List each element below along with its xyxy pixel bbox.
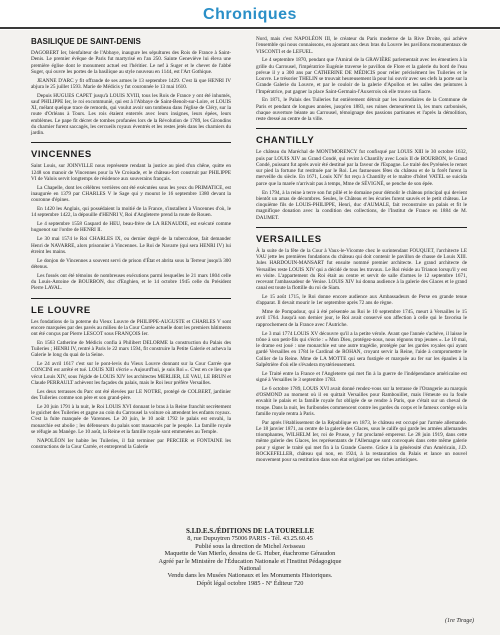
paragraph: Le Traité entre la France et l'Angleterre qui met fin à la guerre de l'indépendance américaine est signé à Versailles le 3 septembre 1783. xyxy=(256,370,467,383)
paragraph: En 1420 les Anglais, qui possédaient la moitié de la France, s'installent à Vincennes d'où, le 14 septembre 1422, la dépouille d'HENRI V, Roi d'Angleterre prend la route de Rouen. xyxy=(31,206,231,219)
publisher-name: S.I.D.E.S./ÉDITIONS DE LA TOURELLE xyxy=(185,527,315,535)
left-column xyxy=(31,36,231,453)
paragraph: Le 4 septembre 1558 Gaspard de HEU, beau-frère de LA RENAUDIE, est exécuté comme huguenot sur l'ordre de HENRI II. xyxy=(31,221,231,234)
paragraph: Le 15 août 1715, le Roi donne encore audience aux Ambassadeurs de Perse en grande tenue d'apparat. Il devait mourir le 1er septembre après 72 ans de règne. xyxy=(256,294,467,307)
section-divider xyxy=(31,142,231,143)
publisher-credits: Maquette de Van Mierlo, dessins de G. Huber, étachrome Géraudon xyxy=(164,550,336,558)
paragraph: Les fondations de la poterne du Vieux Louvre de PHILIPPE-AUGUSTE et CHARLES V sont encore marquées par des pavés au milieu de la Cour Carrée actuelle dont les premiers bâtiments ont été conçus par Pierre LESCOT sous FRANÇOIS Ier. xyxy=(31,318,231,337)
paragraph: À la suite de la fête de la Cour à Vaux-le-Vicomte chez le surintendant FOUQUET, l'architecte LE VAU jette les premières fondations du château qui doit contenir le pavillon de chasse de Louis XIII. Jules HARDOUIN-MANSART fut ensuite nommé premier architecte. Le grand architecte de Versailles reste LOUIS XIV qui a décidé de tous les travaux. Le Roi réside au Trianon lorsqu'il y est en visite. L'appartement du Roi était au centre et servit de salle d'armes le 12 septembre 1671, recevant l'ambassadeur de Venise. LOUIS XIV lui donna audience à la galerie des Glaces et le grand canal est toute la flottille du roi de Siam. xyxy=(256,247,467,292)
publisher-imprint xyxy=(150,528,350,587)
paragraph: DAGOBERT Ier, bienfaiteur de l'Abbaye, inaugure les sépultures des Rois de France à Saint-Denis. Le premier évêque de Paris fut martyrisé en l'an 250. Sainte Geneviève lui éleva une première église dont le monument actuel est l'héritier. Le nef à Suger et le chevet de l'abbé Suger, qui ouvre les portes de la basilique au style nouveau en 1144, est l'Art Gothique. xyxy=(31,50,231,75)
print-run-note: (1re Tirage) xyxy=(445,618,474,624)
publisher-address: 8, rue Dupuytren 75006 PARIS - Tél. 43.25.60.45 xyxy=(187,535,313,543)
paragraph: Par après l'établissement de la République en 1873, le château est occupé par l'armée allemande. Le 18 janvier 1871, au centre de la galerie des Glaces, sous le calife qui garde les armées allemandes triomphantes, WILHELM Ier, roi de Prusse, y fut proclamé empereur. Le 28 juin 1919, dans cette même galerie des Glaces, les représentants de l'Allemagne sont convoqués dans cette même galerie pour y signer le traité qui met fin à la Grande Guerre. Grâce à la générosité d'un Américain, J.D. ROCKEFELLER, château qui non, en 1924, à la restauration du Palais et lance un nouvel mouvement pour sa restitution dans son état originel par ses riches artistiques. xyxy=(256,419,467,464)
paragraph: NAPOLÉON Ier habite les Tuileries, il fait terminer par PERCIER et FONTAINE les constructions de la Cour Carrée, et entreprend la Galerie xyxy=(31,437,231,450)
paragraph: Le donjon de Vincennes a souvent servi de prison d'État et abrita sous la Terreur jusqu'à 300 détenus. xyxy=(31,257,231,270)
page-title: Chroniques xyxy=(203,6,297,23)
publisher-sales: Vendu dans les Musées Nationaux et les Monuments Historiques. xyxy=(167,572,333,580)
publisher-direction: Publié sous la direction de Michel Avisseau xyxy=(195,542,305,550)
paragraph: Depuis HUGUES CAPET jusqu'à LOUIS XVIII, tous les Rois de France y ont été inhumés, sauf PHILIPPE Ier, le roi excommunié, qui est à l'Abbaye de Saint-Benoît-sur-Loire, et LOUIS XI, mélant quelque trace de remords, qui voulut avoir son tombeau dans l'église de Cléry, sur la route d'Orléans à Tours. Les rois étaient enterrés avec leurs insignes, leurs épées, leurs emblèmes. Le pape fit décret de tombes profanées lors de la Révolution de 1789, les Girondins du charnier furent saccagés, les cercueils royaux éventrés et les restes jetés dans les charniers du jardin. xyxy=(31,92,231,137)
paragraph: Le 6 octobre 1789, LOUIS XVI avait donné rendez-vous sur la terrasse de l'Orangerie au marquis d'OSMOND au moment où il en quittait Versailles pour Rambouillet, mais l'émeute ou la foule envahit le palais et la famille royale fut obligée de se rendre à Paris, que c'était sur un cheval de troupe. Dans la nuit, les furibondes commencent contre les gardes du corps et le fameux cortège où la famille royale rentra à Paris. xyxy=(256,385,467,417)
paragraph: Les fossés ont été témoins de nombreuses exécutions parmi lesquelles le 21 mars 1804 celle du Louis-Antoine de BOURBON, duc d'Enghien, et le 14 octobre 1945 celle du Président Pierre LAVAL. xyxy=(31,272,231,292)
paragraph: Le château du Maréchal de MONTMORENCY fut confisqué par LOUIS XIII le 30 octobre 1632, puis par LOUIS XIV au Grand Condé, qui revint à Chantilly avec Louis II de BOURBON, le Grand Condé, puissant fut après avoir été destitué par la faveur de l'Espagne. Le traité des Pyrénées le remet sur pied la fortune fut restituée par le Roi. Les fastueuses fêtes du château et de la forêt furent la merveille du siècle. En 1671, Louis XIV fut reçu à Chantilly et le maître d'hôtel VATEL se suicida parce que la marée n'arrivait pas à temps, Mme de SÉVIGNÉ, se penche de son épée. xyxy=(256,149,467,187)
paragraph: Saint Louis, sur JOINVILLE nous représente rendant la justice au pied d'un chêne, quitte en 1248 son manoir de Vincennes pour la Ve Croisade, et le château-fort construit par PHILIPPE VI de Valois servit longtemps de résidence aux souverains français. xyxy=(31,163,231,182)
section-title-vincennes: VINCENNES xyxy=(31,149,92,161)
section-title-chantilly: CHANTILLY xyxy=(256,135,315,147)
section-divider xyxy=(256,128,467,129)
paragraph: Le 20 juin 1791 à la nuit, le Roi LOUIS XVI donnant le bras à la Reine franchit secrètement le guichet des Tuileries et gagne au coin du Carrousel la voiture où attendent les enfants royaux. C'est la fuite manquée de Varennes. Le 20 juin, le 10 août 1792 le palais est envahi, la monarchie est abolie ; les défenseurs du palais sont massacrés par le peuple. La famille royale se réfugie au Manège. Le 10 août, la Reine et la famille royale sont emmenées au Temple. xyxy=(31,403,231,435)
paragraph: Le 4 septembre 1870, pendant que l'Amiral de la GRAVIÈRE parlementait avec les émeutiers à la grille du Carrousel, l'impératrice Eugénie traverse le pavillon de Flore et la galerie du bord de l'eau prévue il y a 300 ans par CATHERINE DE MÉDICIS pour relier précisément les Tuileries et le Louvre. Le trésorier THELIN se trouvait heureusement là pour lui ouvrir avec ses clefs la porte sur la Grande Galerie du Louvre, et par le couloir de la galerie d'Apollon et les salles des peintures à l'Impératrice, put gagner la place Saint-Germain-l'Auxerrois où elle trouve un fiacre. xyxy=(256,57,467,95)
paragraph: En 1563 Catherine de Médicis confia à Philibert DELORME la construction du Palais des Tuileries ; HENRI IV, rentré à Paris le 22 mars 1594, fit construire la Petite Galerie et acheva la Galerie le long du quai de la Seine. xyxy=(31,339,231,359)
publisher-legal-deposit: Dépôt légal octobre 1985 - Nº Éditeur 720 xyxy=(196,579,304,587)
section-divider xyxy=(31,298,231,299)
section-title-versailles: VERSAILLES xyxy=(256,233,322,245)
paragraph: En 1794, à la reine à terre son fut pillé et le domaine pour démolir le château principal qui devient bientôt un amas de décombres. Seules, le Château et les écuries furent sauvés et le petit château. Le cinquième fils de LOUIS-PHILIPPE, Henri, duc d'AUMALE, fait reconstruire un palais et fit le magnifique donation avec la condition des collections, de l'Institut de France en 1884 de M. DAUMET. xyxy=(256,189,467,221)
right-column xyxy=(256,36,467,466)
header-band xyxy=(0,0,500,30)
header-rule xyxy=(0,27,500,29)
paragraph: JEANNE D'ARC y fit offrande de ses armes le 13 septembre 1429. C'est là que HENRI IV abjura le 25 juillet 1593. Marie de Médicis y fut couronnée le 13 mai 1610. xyxy=(31,77,231,90)
paragraph: Le 30 mai 1574 le Roi CHARLES IX, ou dernier degré de la tuberculose, fait demander Henri de NAVARRE, alors prisonnier à Vincennes. Le Roi de Navarre (qui sera HENRI IV) lui étreint les mains. xyxy=(31,236,231,255)
section-title-saint-denis: BASILIQUE DE SAINT-DENIS xyxy=(31,37,141,46)
paragraph: Le 3 mai 1774 LOUIS XV découvre qu'il a la petite vérole. Avant que l'année s'achève, il laisse le trône à son petit-fils qui s'écrie : « Mon Dieu, protégez-nous, nous régnons trop jeunes ». Le 10 mai, le drame est joué : une monarchie est une autre tragédie, protégée par les gardes royales qui ayant gardé Versailles en 1784 le Cardinal de ROHAN, croyant servir la Reine, l'aide à compromettre le Collier de la Reine. Mme de LA MOTTE qui sera fustigée et marquée au fer sur les épaules à la Salpêtrière d'où elle s'évadera mystérieusement. xyxy=(256,330,467,368)
paragraph: Nord, mais c'est NAPOLÉON III, le créateur du Paris moderne de la Rive Droite, qui achève l'ensemble qui nous connaissons, en ajoutant aux deux bras du Louvre les pavillons monumentaux de VISCONTI et de LEFUEL. xyxy=(256,36,467,55)
paragraph: En 1871, le Palais des Tuileries fut entièrement détruit par les incendiaires de la Commune de Paris et pendant de longues années, jusqu'en 1883, ses ruines demeurèrent là, les murs carbonisés, chaque ouverture béante au Carrousel, témoignage des passions partisanes et l'après la démolition, reste dressé au centre de la ville. xyxy=(256,97,467,123)
paragraph: La Chapelle, dont les célèbres verrières ont été exécutées sous les yeux du PRIMATICE, est inaugurée en 1379 par CHARLES V le Sage qui y mourut le 16 septembre 1380 devant la couronne d'épines. xyxy=(31,184,231,204)
section-divider xyxy=(256,227,467,228)
paragraph: Mme de Pompadour, qui à été présentée au Roi le 10 septembre 1745, meurt à Versailles le 15 avril 1764. Jusqu'à son dernier jour, le Roi avait conservé son affection à celle qui le favorisa le rapprochement de la France avec l'Autriche. xyxy=(256,309,467,328)
publisher-approval: Agréé par le Ministère de l'Éducation Nationale et l'Institut Pédagogique National xyxy=(158,557,342,573)
paragraph: Le 24 avril 1617 c'est sur le pont-levis du Vieux Louvre donnant sur la Cour Carrée que CONCINI est arrêté et tué. LOUIS XIII s'écrie « Aujourd'hui, je suis Roi ». C'est en ce lieu que vécut Louis XIV, sous l'égide de LOUIS XIV les architectes MERLIER, LE VAU, LE BRUN et Claude PERRAULT achèvent les façades du palais, mais le Roi leur préfère Versailles. xyxy=(31,361,231,386)
paragraph: Les deux terrasses du Parc ont été élevées par LE NOTRE, protégé de COLBERT, jardinier des Tuileries comme son père et son grand-père. xyxy=(31,388,231,402)
section-title-louvre: LE LOUVRE xyxy=(31,304,91,316)
